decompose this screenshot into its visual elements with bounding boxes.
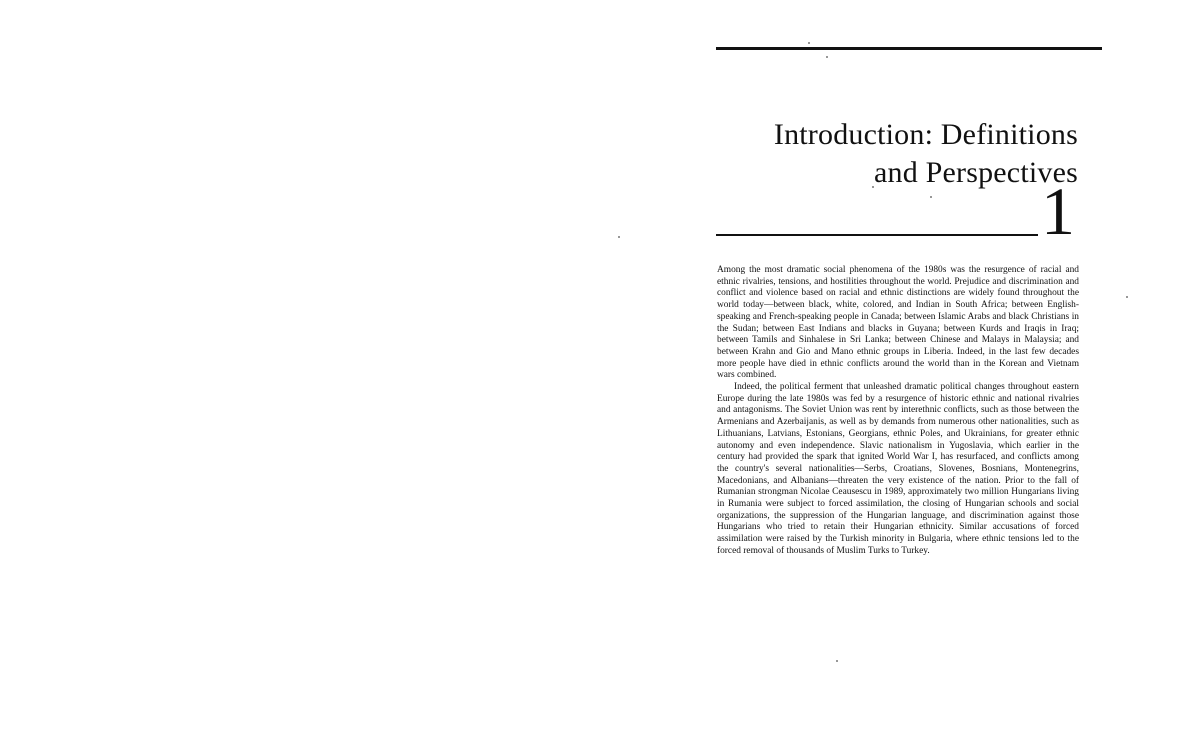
scan-speck: [826, 56, 828, 58]
body-text: [717, 265, 1079, 558]
scan-speck: [618, 236, 620, 238]
scan-speck: [1126, 296, 1128, 298]
chapter-number-rule: [716, 234, 1038, 236]
top-rule: [716, 47, 1102, 50]
scan-speck: [836, 660, 838, 662]
chapter-title-line-1: Introduction: Definitions: [773, 118, 1078, 152]
scan-speck: [930, 196, 932, 198]
chapter-title-line-2: and Perspectives: [874, 156, 1078, 190]
paragraph-1: Among the most dramatic social phenomena of the 1980s was the resurgence of racial and ethnic rivalries, tensions, and hostilities throughout the world. Prejudice and discrimination and conflict and violence based on racial and ethnic distinctions are widely found throughout the world today—between black, white, colored, and Indian in South Africa; between English-speaking and French-speaking people in Canada; between Islamic Arabs and black Christians in the Sudan; between East Indians and blacks in Guyana; between Kurds and Iraqis in Iraq; between Tamils and Sinhalese in Sri Lanka; between Chinese and Malays in Malaysia; and between Krahn and Gio and Mano ethnic groups in Liberia. Indeed, in the last few decades more people have died in ethnic conflicts around the world than in the Korean and Vietnam wars combined.: [717, 265, 1079, 381]
paragraph-2: Indeed, the political ferment that unleashed dramatic political changes throughout eastern Europe during the late 1980s was fed by a resurgence of historic ethnic and national rivalries and antagonisms. The Soviet Union was rent by interethnic conflicts, such as those between the Armenians and Azerbaijanis, as well as by demands from numerous other nationalities, such as Lithuanians, Latvians, Estonians, Georgians, ethnic Poles, and Ukrainians, for greater ethnic autonomy and even independence. Slavic nationalism in Yugoslavia, which earlier in the century had provided the spark that ignited World War I, has resurfaced, and conflicts among the country's several nationalities—Serbs, Croatians, Slovenes, Bosnians, Montenegrins, Macedonians, and Albanians—threaten the very existence of the nation. Prior to the fall of Rumanian strongman Nicolae Ceausescu in 1989, approximately two million Hungarians living in Rumania were subject to forced assimilation, the closing of Hungarian schools and social organizations, the suppression of the Hungarian language, and discrimination against those Hungarians who tried to retain their Hungarian ethnicity. Similar accusations of forced assimilation were raised by the Turkish minority in Bulgaria, where ethnic tensions led to the forced removal of thousands of Muslim Turks to Turkey.: [717, 382, 1079, 556]
right-page: [600, 0, 1200, 729]
scan-speck: [872, 186, 874, 188]
chapter-number: 1: [1041, 173, 1075, 249]
chapter-title: [658, 116, 1078, 192]
scan-speck: [808, 42, 810, 44]
